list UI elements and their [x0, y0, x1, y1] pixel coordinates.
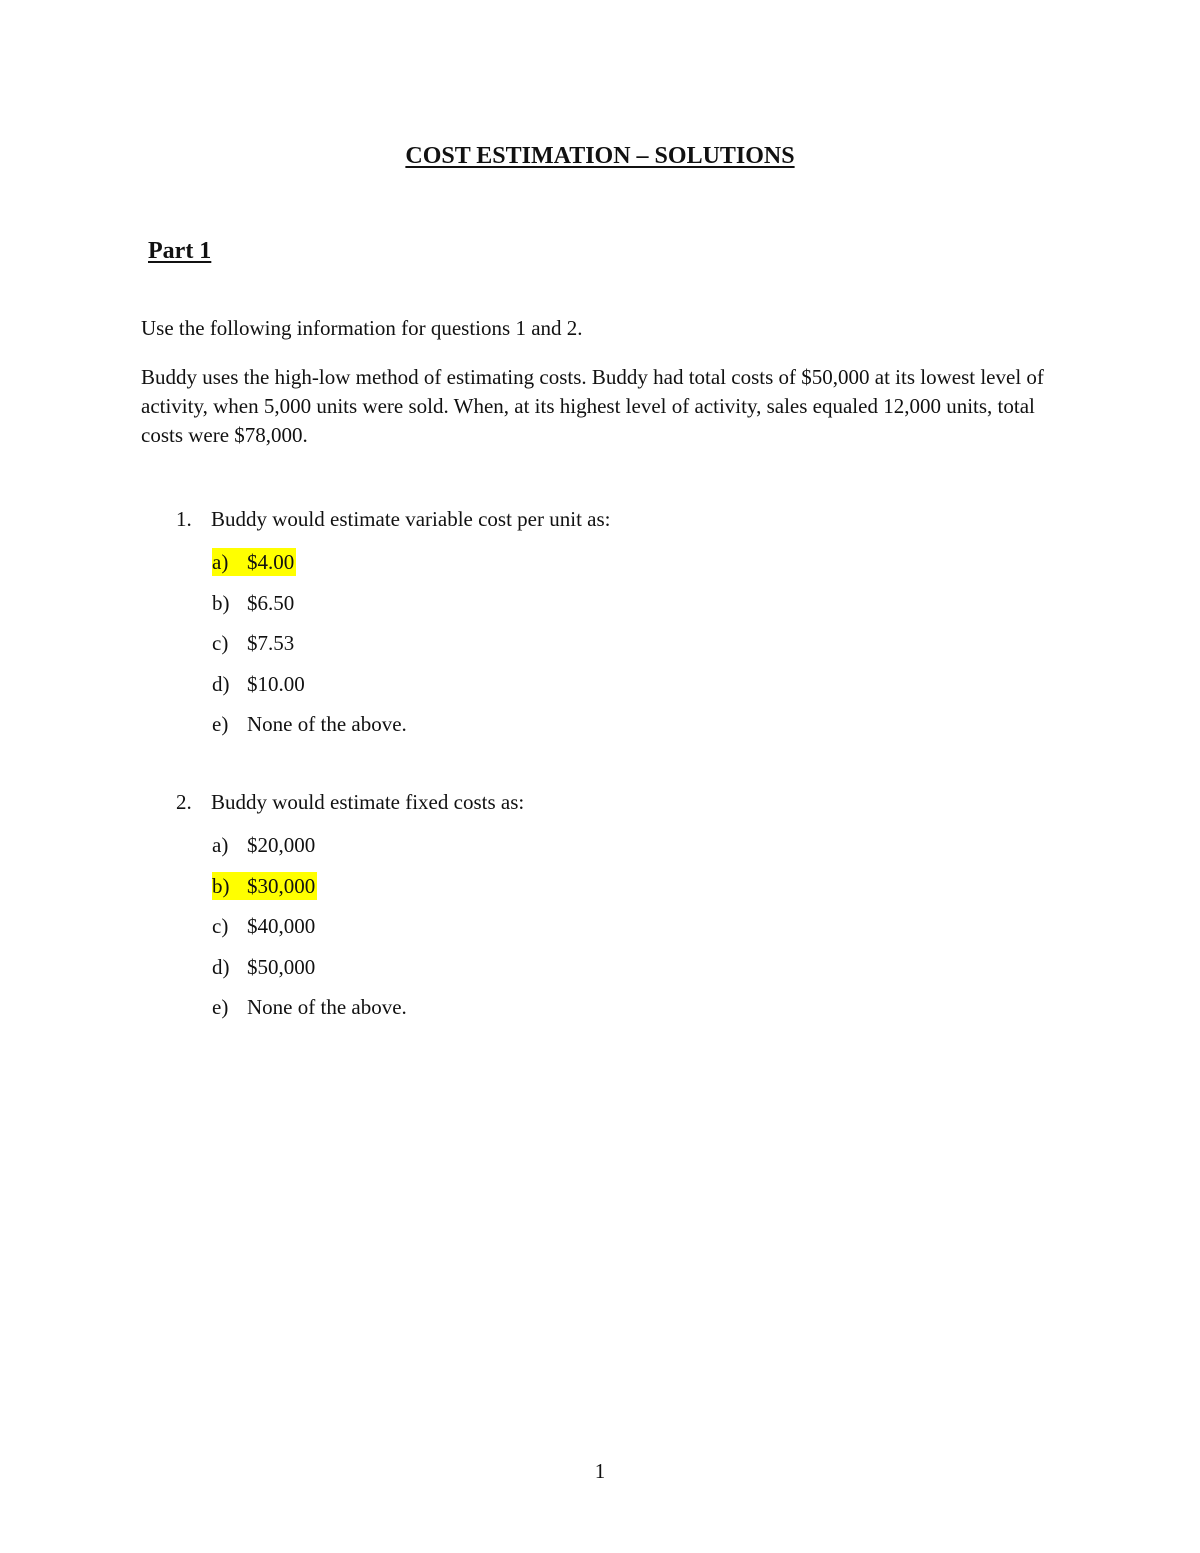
- highlighted-answer: [212, 872, 317, 900]
- problem-paragraph: Buddy uses the high-low method of estimating costs. Buddy had total costs of $50,000 at its lowest level of activity, when 5,000 units were sold. When, at its highest level of activity, sales equaled 12,000 units, total costs were $78,000.: [141, 365, 1044, 447]
- option-letter: d): [212, 671, 230, 696]
- answer-option: [212, 670, 409, 711]
- question-text: Buddy would estimate variable cost per unit as:: [211, 507, 611, 531]
- option-text: $50,000: [247, 954, 316, 979]
- option-letter: a): [212, 833, 229, 857]
- option-text: $10.00: [247, 671, 305, 696]
- option-letter: b): [212, 873, 230, 898]
- part-heading: Part 1: [148, 238, 212, 264]
- answer-option: [212, 993, 409, 1034]
- question-text: Buddy would estimate fixed costs as:: [211, 790, 525, 814]
- option-letter: c): [212, 631, 229, 655]
- answer-option: [212, 912, 409, 953]
- answer-option: [212, 953, 409, 994]
- option-text: $6.50: [247, 590, 295, 615]
- option-letter: d): [212, 954, 230, 979]
- option-letter: a): [212, 550, 229, 574]
- answer-options: [212, 548, 409, 751]
- highlighted-answer: [212, 548, 296, 576]
- option-letter: e): [212, 712, 229, 736]
- option-text: $4.00: [247, 550, 295, 574]
- option-letter: c): [212, 914, 229, 938]
- page-number: 1: [594, 1459, 606, 1483]
- question-number: 1.: [176, 507, 192, 531]
- option-text: None of the above.: [247, 712, 407, 736]
- option-letter: e): [212, 995, 229, 1019]
- answer-option: [212, 589, 409, 630]
- answer-options: [212, 831, 409, 1034]
- option-text: $30,000: [247, 873, 316, 898]
- option-letter: b): [212, 590, 230, 615]
- answer-option: [212, 629, 409, 670]
- document-title: COST ESTIMATION – SOLUTIONS: [405, 143, 795, 169]
- question-1: [176, 507, 611, 736]
- option-text: $7.53: [247, 631, 295, 655]
- answer-option: [212, 831, 409, 872]
- answer-option: [212, 710, 409, 751]
- answer-option: [212, 548, 409, 589]
- question-number: 2.: [176, 790, 192, 814]
- intro-text: Use the following information for questions 1 and 2.: [141, 316, 583, 340]
- option-text: $20,000: [247, 833, 316, 857]
- option-text: None of the above.: [247, 995, 407, 1019]
- question-2: [176, 790, 525, 1019]
- answer-option: [212, 872, 409, 913]
- option-text: $40,000: [247, 914, 316, 938]
